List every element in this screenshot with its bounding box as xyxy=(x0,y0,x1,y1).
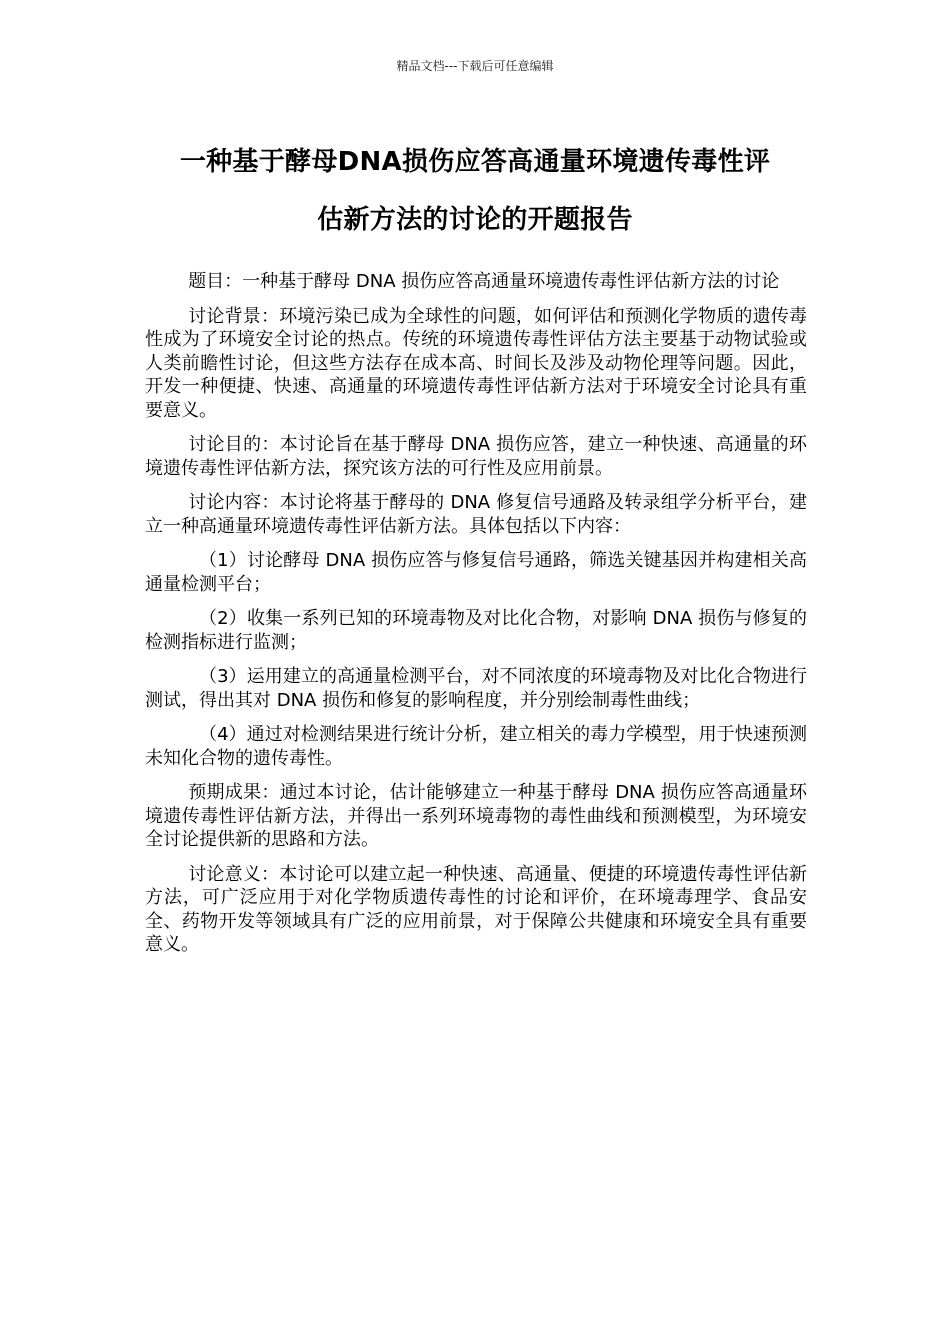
paragraph-content: 讨论内容：本讨论将基于酵母的 DNA 修复信号通路及转录组学分析平台，建立一种高通量环境遗传毒性评估新方法。具体包括以下内容： xyxy=(145,492,807,537)
paragraph-objective: 讨论目的：本讨论旨在基于酵母 DNA 损伤应答，建立一种快速、高通量的环境遗传毒性评估新方法，探究该方法的可行性及应用前景。 xyxy=(145,434,807,479)
document-title xyxy=(130,133,820,249)
content-item-2: （2）收集一系列已知的环境毒物及对比化合物，对影响 DNA 损伤与修复的检测指标进行监测； xyxy=(145,608,807,653)
paragraph-background: 讨论背景：环境污染已成为全球性的问题，如何评估和预测化学物质的遗传毒性成为了环境安全讨论的热点。传统的环境遗传毒性评估方法主要基于动物试验或人类前瞻性讨论，但这些方法存在成本高、时间长及涉及动物伦理等问题。因此，开发一种便捷、快速、高通量的环境遗传毒性评估新方法对于环境安全讨论具有重要意义。 xyxy=(145,305,807,421)
content-item-4: （4）通过对检测结果进行统计分析，建立相关的毒力学模型，用于快速预测未知化合物的遗传毒性。 xyxy=(145,724,807,769)
document-body xyxy=(145,270,807,968)
paragraph-expected-results: 预期成果：通过本讨论，估计能够建立一种基于酵母 DNA 损伤应答高通量环境遗传毒性评估新方法，并得出一系列环境毒物的毒性曲线和预测模型，为环境安全讨论提供新的思路和方法。 xyxy=(145,782,807,850)
document-title-line-2: 估新方法的讨论的开题报告 xyxy=(317,205,633,235)
paragraph-significance: 讨论意义：本讨论可以建立起一种快速、高通量、便捷的环境遗传毒性评估新方法，可广泛应用于对化学物质遗传毒性的讨论和评价，在环境毒理学、食品安全、药物开发等领域具有广泛的应用前景，对于保障公共健康和环境安全具有重要意义。 xyxy=(145,863,807,955)
paragraph-topic: 题目：一种基于酵母 DNA 损伤应答高通量环境遗传毒性评估新方法的讨论 xyxy=(188,271,780,292)
header-note: 精品文档---下载后可任意编辑 xyxy=(396,59,554,73)
document-title-line-1: 一种基于酵母DNA损伤应答高通量环境遗传毒性评 xyxy=(179,147,771,177)
content-item-3: （3）运用建立的高通量检测平台，对不同浓度的环境毒物及对比化合物进行测试，得出其对 DNA 损伤和修复的影响程度，并分别绘制毒性曲线； xyxy=(145,666,807,711)
content-item-1: （1）讨论酵母 DNA 损伤应答与修复信号通路，筛选关键基因并构建相关高通量检测平台； xyxy=(145,550,807,595)
